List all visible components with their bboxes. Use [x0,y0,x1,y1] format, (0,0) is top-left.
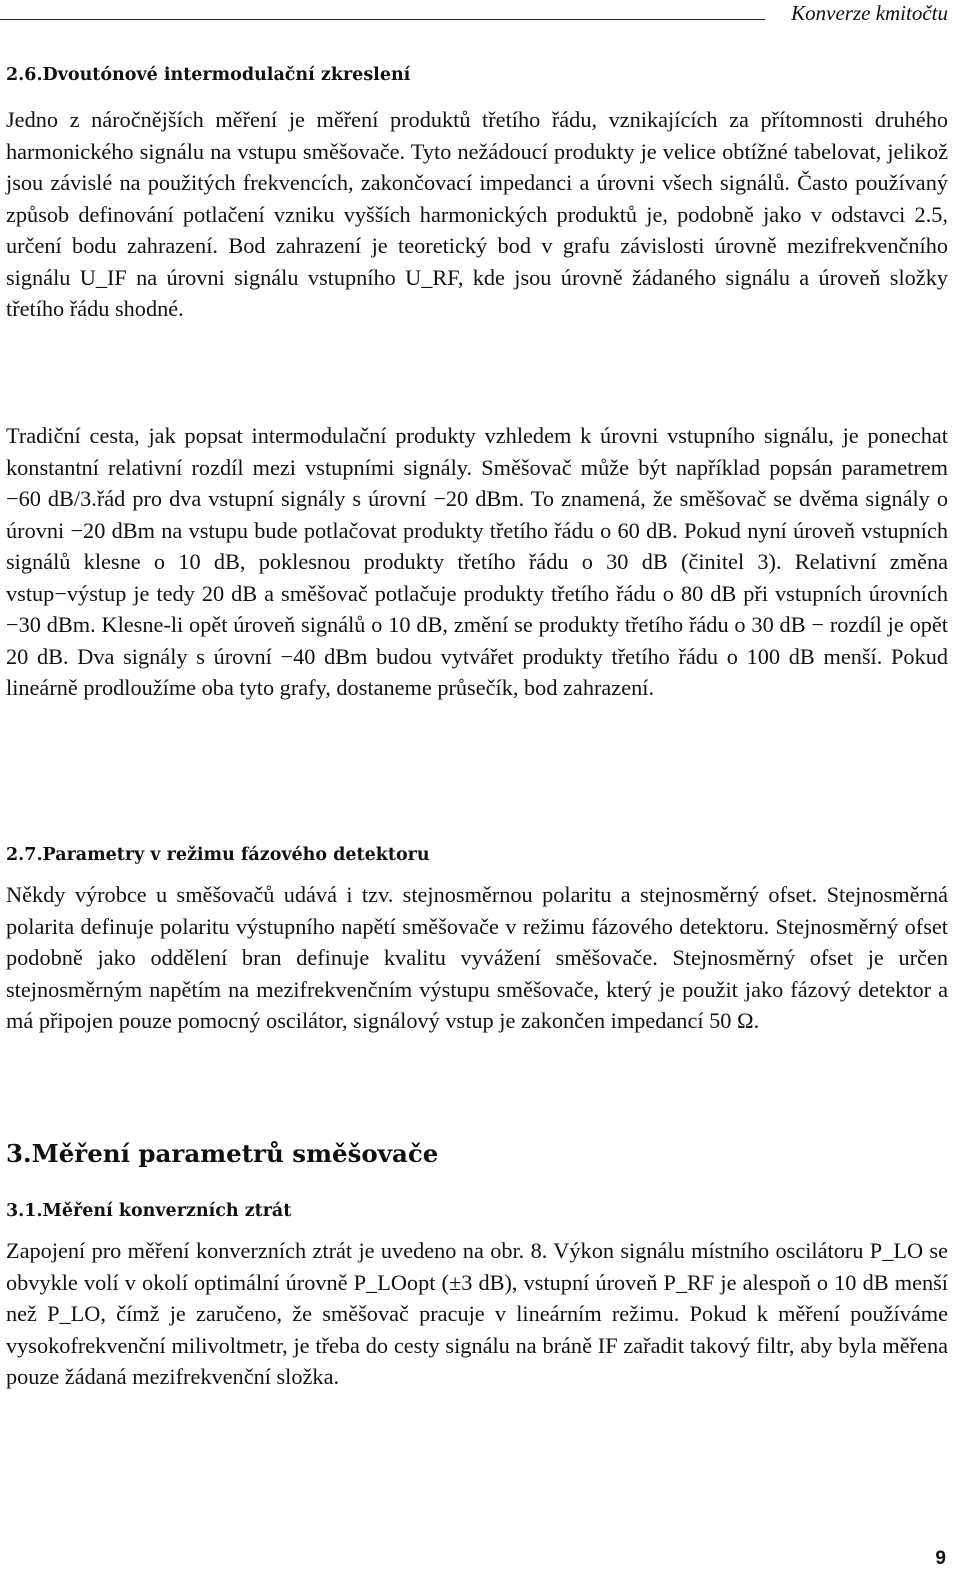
section-3-heading [6,1138,438,1170]
section-2-7-heading [6,843,430,867]
section-title: Parametry v režimu fázového detektoru [42,845,430,865]
section-number: 2.7. [6,845,43,865]
section-2-6-paragraph-1: Jedno z náročnějších měření je měření produktů třetího řádu, vznikajících za přítomnosti druhého harmonického signálu na vstupu směšovače. Tyto nežádoucí produkty je velice obtížné tabelovat, jelikož jsou závislé na použitých frekvencích, zakončovací impedanci a úrovni všech signálů. Často používaný způsob definování potlačení vzniku vyšších harmonických produktů je, podobně jako v odstavci 2.5, určení bodu zahrazení. Bod zahrazení je teoretický bod v grafu závislosti úrovně mezifrekvenčního signálu U_IF na úrovni signálu vstupního U_RF, kde jsou úrovně žádaného signálu a úroveň složky třetího řádu shodné. [6,107,948,321]
section-number: 3. [6,1139,32,1168]
running-header: Konverze kmitočtu [791,1,948,25]
section-number: 2.6. [6,65,43,85]
section-2-7-paragraph: Někdy výrobce u směšovačů udává i tzv. stejnosměrnou polaritu a stejnosměrný ofset. Stejnosměrná polarita definuje polaritu výstupního napětí směšovače v režimu fázového detektoru. Stejnosměrný ofset podobně jako oddělení bran definuje kvalitu vyvážení směšovače. Stejnosměrný ofset je určen stejnosměrným napětím na mezifrekvenčním výstupu směšovače, který je použit jako fázový detektor a má připojen pouze pomocný oscilátor, signálový vstup je zakončen impedancí 50 Ω. [6,882,948,1033]
section-3-1-paragraph: Zapojení pro měření konverzních ztrát je uvedeno na obr. 8. Výkon signálu místního oscilátoru P_LO se obvykle volí v okolí optimální úrovně P_LOopt (±3 dB), vstupní úroveň P_RF je alespoň o 10 dB menší než P_LO, čímž je zaručeno, že směšovač pracuje v lineárním režimu. Pokud k měření používáme vysokofrekvenční milivoltmetr, je třeba do cesty signálu na bráně IF zařadit takový filtr, aby byla měřena pouze žádaná mezifrekvenční složka. [6,1238,948,1389]
section-2-6-heading [6,63,410,87]
section-2-6-paragraph-2: Tradiční cesta, jak popsat intermodulační produkty vzhledem k úrovni vstupního signálu, je ponechat konstantní relativní rozdíl mezi vstupními signály. Směšovač může být například popsán parametrem −60 dB/3.řád pro dva vstupní signály s úrovní −20 dBm. To znamená, že směšovač se dvěma signály o úrovni −20 dBm na vstupu bude potlačovat produkty třetího řádu o 60 dB. Pokud nyní úroveň vstupních signálů klesne o 10 dB, poklesnou produkty třetího řádu o 30 dB (činitel 3). Relativní změna vstup−výstup je tedy 20 dB a směšovač potlačuje produkty třetího řádu o 80 dB při vstupních úrovních −30 dBm. Klesne-li opět úroveň signálů o 10 dB, změní se produkty třetího řádu o 30 dB − rozdíl je opět 20 dB. Dva signály s úrovní −40 dBm budou vytvářet produkty třetího řádu o 100 dB menší. Pokud lineárně prodloužíme oba tyto grafy, dostaneme průsečík, bod zahrazení. [6,423,948,700]
section-title: Dvoutónové intermodulační zkreslení [42,65,411,85]
section-title: Měření konverzních ztrát [42,1201,292,1221]
page-number: 9 [935,1548,946,1569]
section-title: Měření parametrů směšovače [31,1139,439,1168]
header-rule [0,19,765,20]
section-3-1-heading [6,1199,291,1223]
section-number: 3.1. [6,1201,43,1221]
